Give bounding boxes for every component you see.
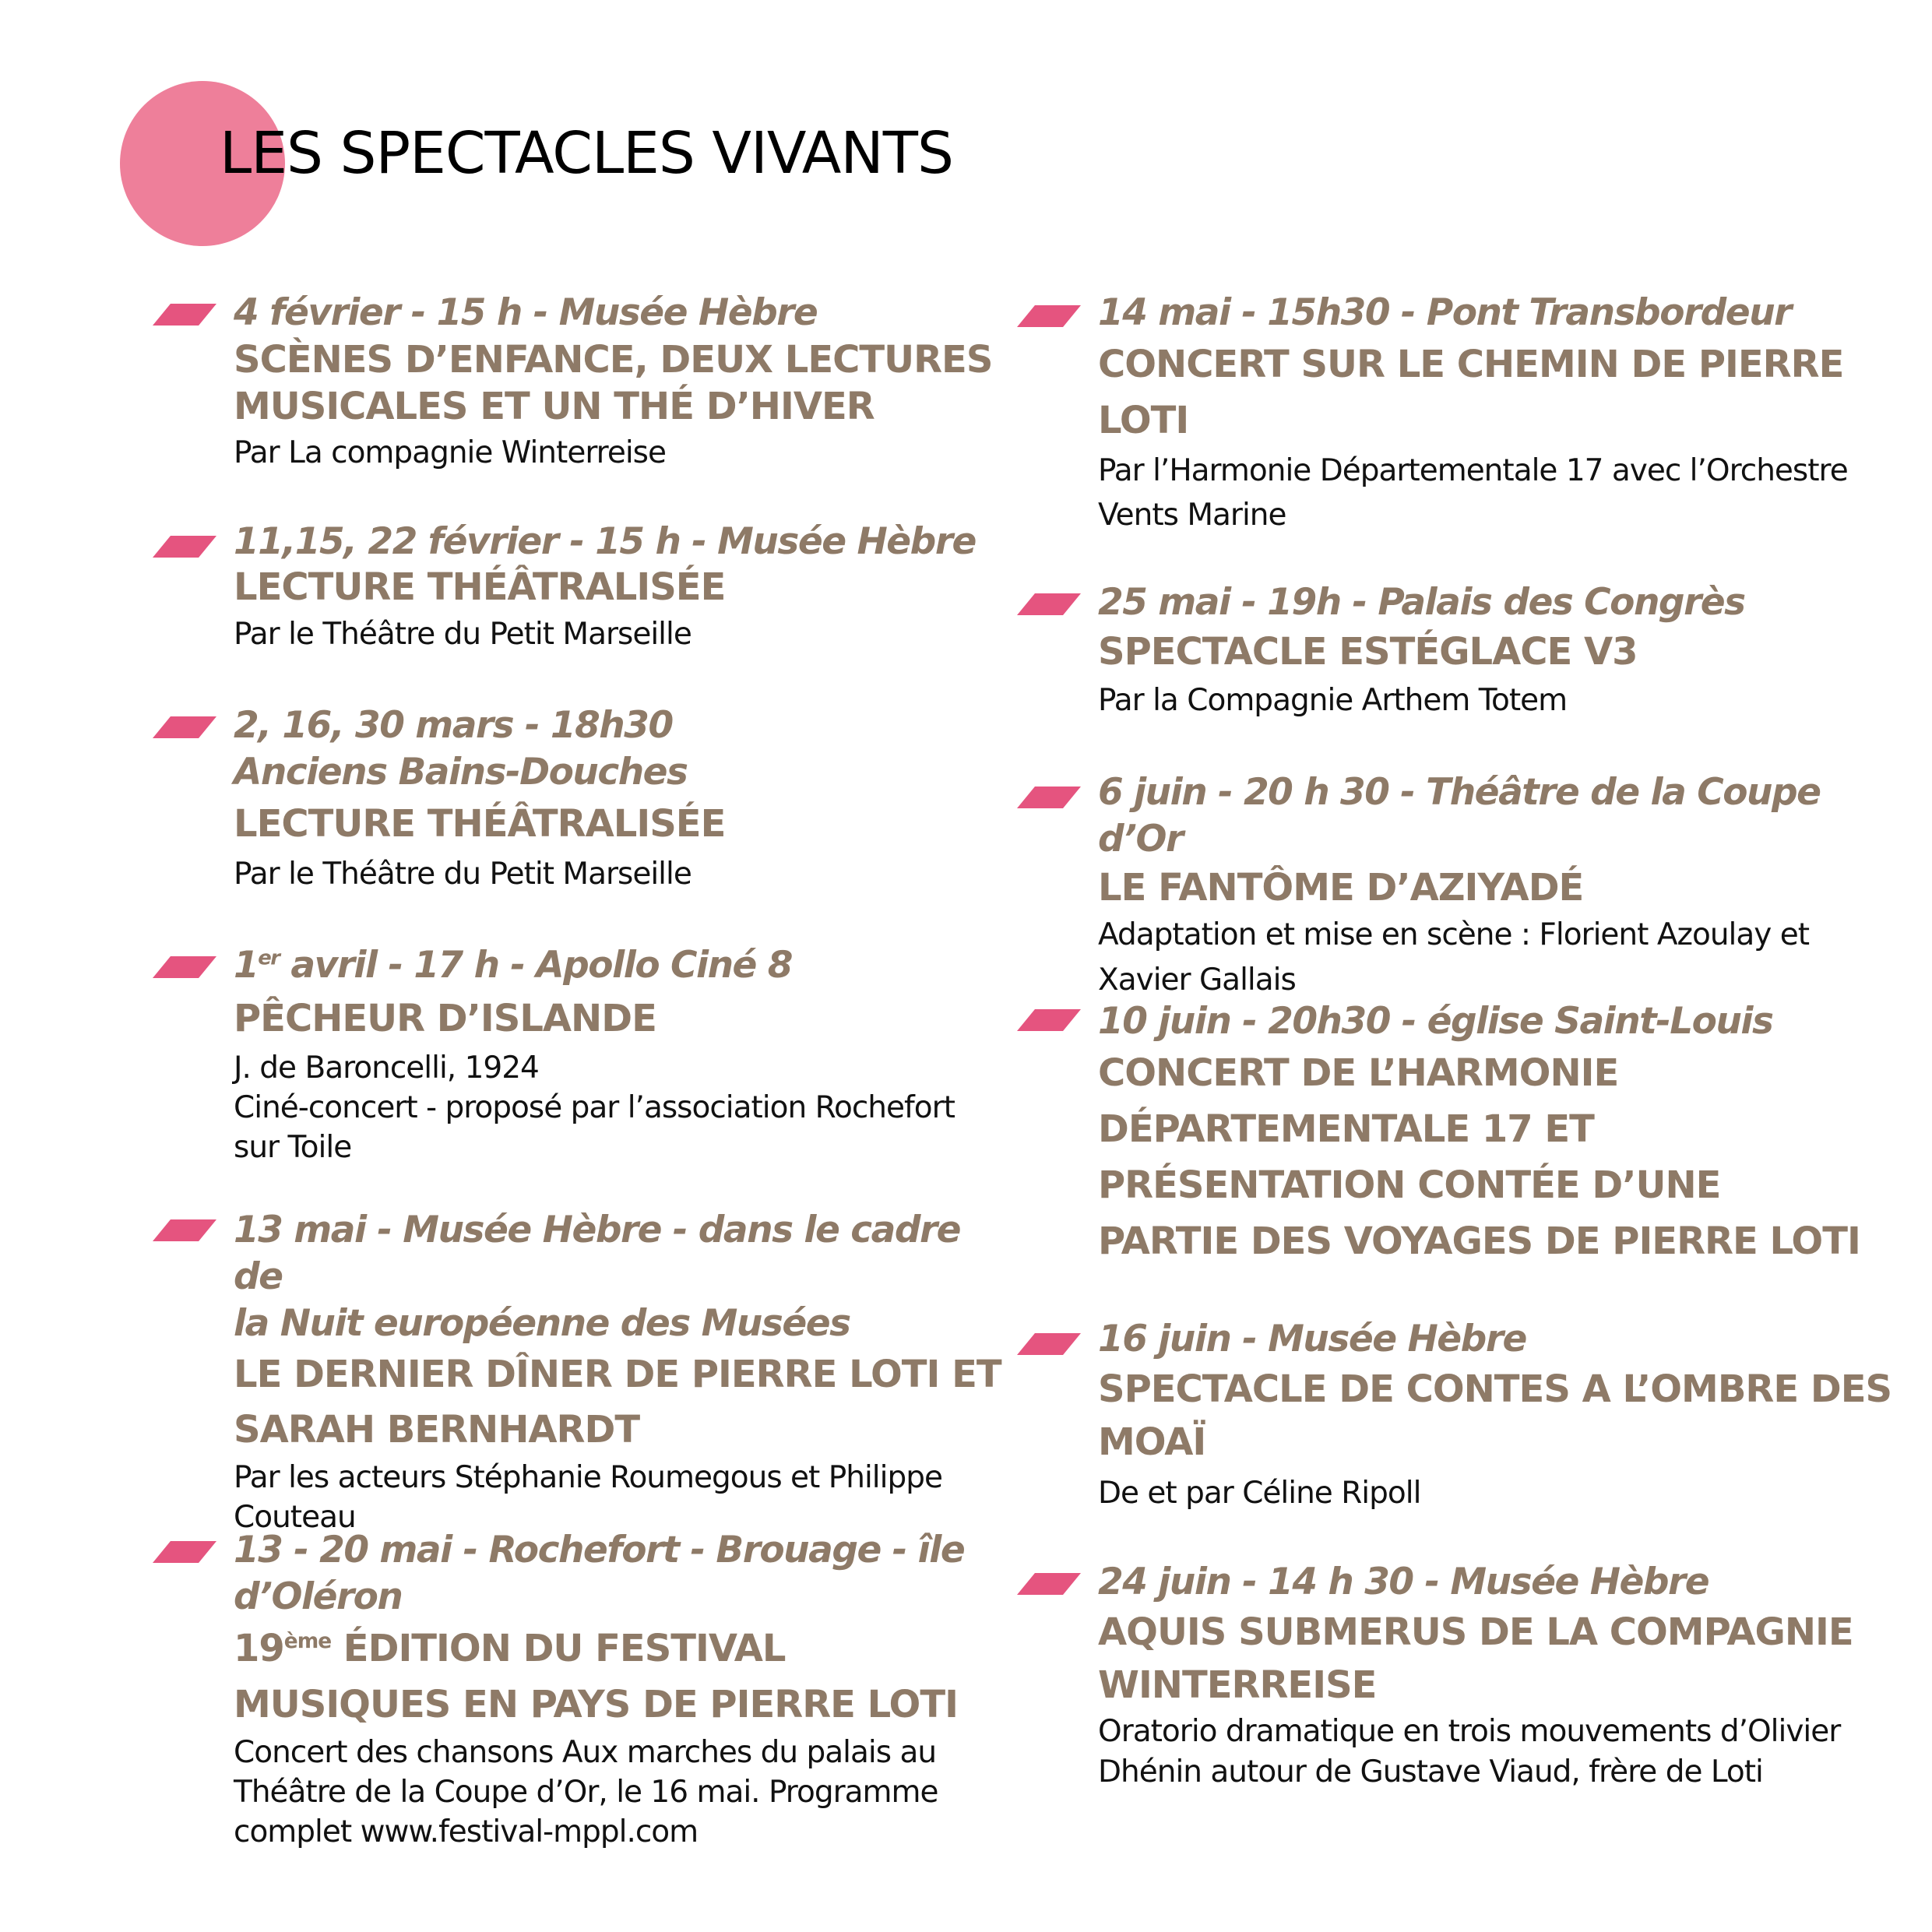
event-marker-icon [153,1541,216,1563]
event-marker-icon [1017,787,1081,808]
event-title: SPECTACLE DE CONTES A L’OMBRE DES MOAÏ [1098,1367,1892,1464]
event-date: 4 février - 15 h - Musée Hèbre [234,291,818,334]
event-title: PÊCHEUR D’ISLANDE [234,997,656,1040]
event-desc: Par le Théâtre du Petit Marseille [234,617,692,652]
page-title: LES SPECTACLES VIVANTS [220,120,953,187]
event-title: CONCERT DE L’HARMONIE DÉPARTEMENTALE 17 ET PRÉSENTATION CONTÉE D’UNE PARTIE DES VOYAGES DE PIERRE LOTI [1098,1051,1860,1263]
event-title-num: 19 [234,1627,284,1670]
event-title-sup: ème [283,1629,332,1653]
event-title: AQUIS SUBMERUS DE LA COMPAGNIE WINTERREISE [1098,1610,1853,1707]
event-date: 25 mai - 19h - Palais des Congrès [1098,581,1745,624]
event-desc: Par les acteurs Stéphanie Roumegous et Philippe Couteau [234,1460,942,1535]
event-desc: Concert des chansons Aux marches du palais au Théâtre de la Coupe d’Or, le 16 mai. Programme complet www.festival-mppl.com [234,1735,938,1849]
event-date: 14 mai - 15h30 - Pont Transbordeur [1098,291,1791,334]
event-desc: Oratorio dramatique en trois mouvements d’Olivier Dhénin autour de Gustave Viaud, frère de Loti [1098,1714,1841,1789]
event-desc: Par le Théâtre du Petit Marseille [234,857,692,892]
event-date: 10 juin - 20h30 - église Saint-Louis [1098,1000,1773,1043]
event-title: SPECTACLE ESTÉGLACE V3 [1098,630,1638,674]
event-marker-icon [1017,1333,1081,1355]
event-title: SCÈNES D’ENFANCE, DEUX LECTURES MUSICALES ET UN THÉ D’HIVER [234,338,993,428]
event-title: CONCERT SUR LE CHEMIN DE PIERRE LOTI [1098,343,1844,442]
event-title [234,1621,1012,1733]
event-marker-icon [1017,593,1081,615]
event-marker-icon [1017,305,1081,327]
event-marker-icon [153,716,216,738]
event-date: 24 juin - 14 h 30 - Musée Hèbre [1098,1561,1709,1603]
event-title-rest: ÉDITION DU FESTIVAL MUSIQUES EN PAYS DE PIERRE LOTI [234,1627,958,1726]
event-desc: Par La compagnie Winterreise [234,435,666,470]
event-marker-icon [1017,1009,1081,1031]
event-desc: J. de Baroncelli, 1924 Ciné-concert - proposé par l’association Rochefort sur Toile [234,1050,955,1165]
event-date-rest: avril - 17 h - Apollo Ciné 8 [279,944,792,987]
event-date: 6 juin - 20 h 30 - Théâtre de la Coupe d’Or [1098,771,1821,860]
event-date: 11,15, 22 février - 15 h - Musée Hèbre [234,520,976,563]
event-desc: Adaptation et mise en scène : Florient Azoulay et Xavier Gallais [1098,917,1810,998]
event-marker-icon [1017,1573,1081,1595]
event-title: LECTURE THÉÂTRALISÉE [234,565,726,609]
event-title: LE DERNIER DÎNER DE PIERRE LOTI ET SARAH BERNHARDT [234,1353,1001,1452]
event-desc: Par l’Harmonie Départementale 17 avec l’Orchestre Vents Marine [1098,453,1848,533]
event-marker-icon [153,1219,216,1241]
event-desc: De et par Céline Ripoll [1098,1476,1421,1511]
event-title: LECTURE THÉÂTRALISÉE [234,802,726,846]
event-date [234,942,1012,989]
event-date: 13 - 20 mai - Rochefort - Brouage - île d’Oléron [234,1529,965,1618]
event-marker-icon [153,304,216,326]
event-marker-icon [153,956,216,978]
event-date: 13 mai - Musée Hèbre - dans le cadre de la Nuit européenne des Musées [234,1209,961,1345]
event-desc: Par la Compagnie Arthem Totem [1098,683,1568,718]
event-date: 2, 16, 30 mars - 18h30 Anciens Bains-Douches [234,704,688,794]
event-date-sup: er [258,946,280,970]
event-marker-icon [153,536,216,558]
event-title: LE FANTÔME D’AZIYADÉ [1098,866,1584,910]
event-date-num: 1 [234,944,259,987]
event-date: 16 juin - Musée Hèbre [1098,1318,1526,1360]
